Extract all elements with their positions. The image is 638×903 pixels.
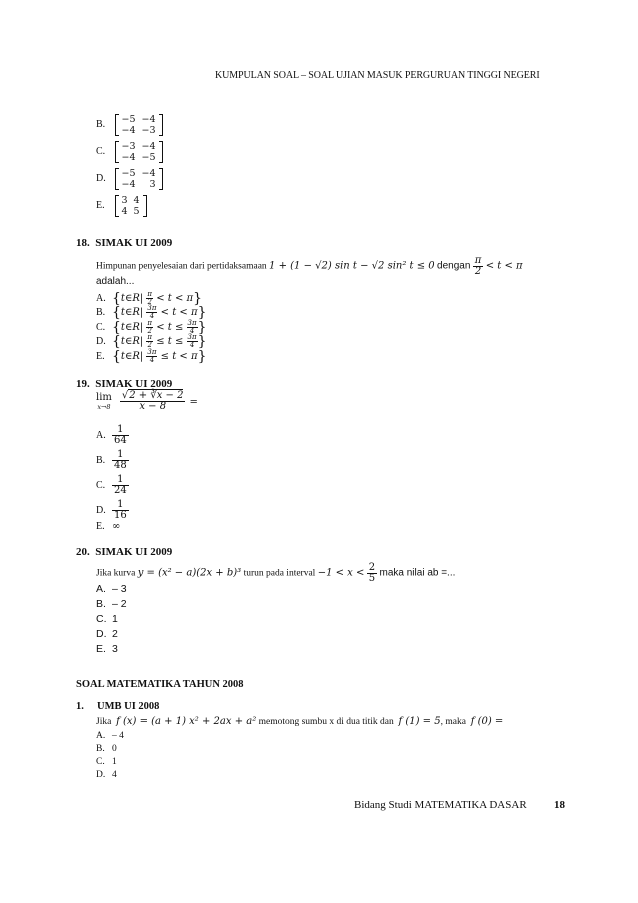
footer-subject: Bidang Studi MATEMATIKA DASAR <box>354 799 527 811</box>
option-label: E. <box>96 200 105 212</box>
option-value: ∞ <box>112 521 121 532</box>
page-number: 18 <box>554 799 565 811</box>
option-label: A. <box>96 429 106 441</box>
option-label: D. <box>96 628 107 640</box>
option-label: C. <box>96 757 105 767</box>
q1-prompt: Jika f (x) = (a + 1) x² + 2ax + a² memotong sumbu x di dua titik dan f (1) = 5, maka f (0) = <box>96 716 504 727</box>
q20-option <box>96 583 127 595</box>
q19-option <box>96 475 129 496</box>
q18-option <box>96 348 206 364</box>
option-value: – 4 <box>112 731 124 741</box>
q19-limit: lim x→8 $\frac{√2 + ∛x - 2}{x - 8}$ = <box>96 390 198 412</box>
option-value: – 3 <box>112 583 127 595</box>
option-value: – 2 <box>112 598 127 610</box>
option-label: A. <box>96 292 106 304</box>
matrix: −5 −4 −4 3 <box>115 168 163 190</box>
option-value: 2 <box>112 628 118 640</box>
q20-prompt: Jika kurva y = (x² − a)(2x + b)³ turun pada interval −1 < x < $\frac{2}{5}$ maka nilai ab =... <box>96 562 456 584</box>
option-e <box>96 195 147 217</box>
option-label: D. <box>96 770 106 780</box>
option-label: C. <box>96 146 106 158</box>
option-label: A. <box>96 731 106 741</box>
fraction: $\frac{3\pi}{4}$ <box>147 347 157 364</box>
fraction: $\frac{1}{64}$ <box>114 424 127 446</box>
q18-prompt: Himpunan penyelesaian dari pertidaksamaan 1 + (1 − √2) sin t − √2 sin² t ≤ 0 dengan $\frac{\pi}{2}$ < t < π <box>96 255 523 277</box>
option-label: D. <box>96 335 106 347</box>
option-label: A. <box>96 583 106 595</box>
option-label: D. <box>96 504 106 516</box>
q19-option <box>96 521 120 532</box>
set-expression: {t∈R| $\frac{\pi}{2}$ ≤ t ≤ $\frac{3\pi}{4}$ } <box>112 332 207 349</box>
option-value: 3 <box>112 643 118 655</box>
q19-option <box>96 450 129 471</box>
option-label: B. <box>96 119 106 131</box>
set-expression: {t∈R| $\frac{\pi}{2}$ < t ≤ $\frac{3\pi}{4}$ } <box>112 318 207 335</box>
option-c <box>96 141 163 163</box>
option-label: C. <box>96 613 107 625</box>
set-expression: {t∈R| $\frac{3\pi}{4}$ < t < π} <box>112 303 207 320</box>
option-value: 1 <box>112 613 118 625</box>
option-label: B. <box>96 306 106 318</box>
q20-option <box>96 643 118 655</box>
q20-heading: 20. SIMAK UI 2009 <box>76 546 173 558</box>
option-value: 4 <box>112 770 117 780</box>
fraction: $\frac{3\pi}{4}$ <box>147 303 157 320</box>
option-value: 0 <box>112 744 117 754</box>
set-expression: {t∈R| $\frac{3\pi}{4}$ ≤ t < π} <box>112 347 207 364</box>
option-label: E. <box>96 521 105 532</box>
q19-heading: 19. SIMAK UI 2009 <box>76 378 173 390</box>
fraction: $\frac{1}{16}$ <box>114 499 127 521</box>
q1-option <box>96 744 117 754</box>
q19-option <box>96 425 129 446</box>
q18-heading: 18. SIMAK UI 2009 <box>76 237 173 249</box>
option-label: B. <box>96 744 105 754</box>
matrix: −5 −4 −4 −3 <box>115 114 163 136</box>
option-d <box>96 168 163 190</box>
option-label: C. <box>96 479 106 491</box>
option-b <box>96 114 163 136</box>
option-label: E. <box>96 643 106 655</box>
set-expression: {t∈R| $\frac{\pi}{2}$ < t < π} <box>112 289 203 306</box>
fraction: $\frac{\pi}{2}$ <box>147 332 153 349</box>
option-label: B. <box>96 598 106 610</box>
option-value: 1 <box>112 757 117 767</box>
matrix: 3 4 4 5 <box>115 195 147 217</box>
fraction: $\frac{3\pi}{4}$ <box>187 318 197 335</box>
q20-option <box>96 613 118 625</box>
matrix: −3 −4 −4 −5 <box>115 141 163 163</box>
q1-option <box>96 757 117 767</box>
q18-inequality: 1 + (1 − √2) sin t − √2 sin² t ≤ 0 <box>269 260 435 272</box>
fraction: $\frac{\pi}{2}$ <box>147 289 153 306</box>
fraction: $\frac{\pi}{2}$ <box>147 318 153 335</box>
fraction: $\frac{1}{24}$ <box>114 474 127 496</box>
q1-heading: 1. UMB UI 2008 <box>76 701 160 712</box>
option-label: D. <box>96 173 106 185</box>
fraction: $\frac{3\pi}{4}$ <box>187 332 197 349</box>
section-title: SOAL MATEMATIKA TAHUN 2008 <box>76 679 244 690</box>
q1-option <box>96 770 117 780</box>
option-label: E. <box>96 350 105 362</box>
option-label: C. <box>96 321 106 333</box>
q1-option <box>96 731 124 741</box>
q20-option <box>96 598 127 610</box>
q20-option <box>96 628 118 640</box>
fraction: $\frac{1}{48}$ <box>114 449 127 471</box>
q18-option <box>96 304 206 320</box>
q19-option <box>96 500 129 521</box>
option-label: B. <box>96 454 106 466</box>
q18-prompt-end: adalah... <box>96 276 135 287</box>
q18-option <box>96 333 207 349</box>
page-header: KUMPULAN SOAL – SOAL UJIAN MASUK PERGURUAN TINGGI NEGERI <box>215 70 540 81</box>
